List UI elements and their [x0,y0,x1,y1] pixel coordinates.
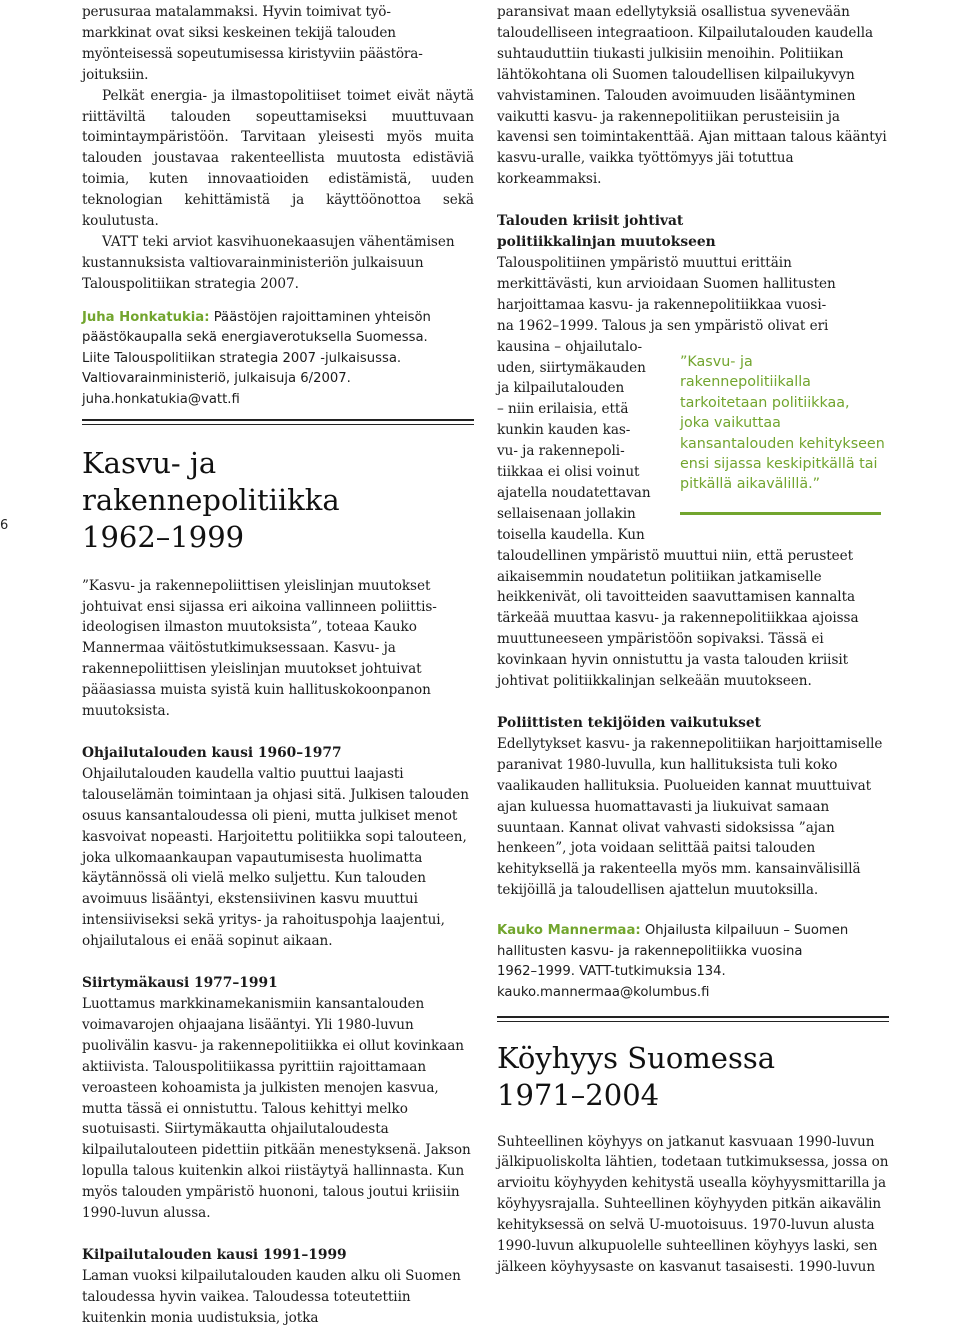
pull-quote-rule [680,512,881,515]
paragraph: Edellytykset kasvu- ja rakennepolitiikan harjoittamiselle paranivat 1980-luvulla, kun hallituksista tuli koko vaalikauden hallituksia. Puolueiden kannat muuttuivat ajan kuluessa huomattavasti ja liukuivat samaan suuntaan. Kannat olivat vahvasti sidoksissa ”ajan henkeen”, jota voidaan selittää paitsi talouden kehityksellä ja rakenteella myös mm. kansainvälisillä tekijöillä ja taloudellisen ajattelun muutoksilla. [497,735,883,899]
intro-line: markkinat ovat siksi keskeinen tekijä talouden [82,24,396,41]
text-line: ajatella noudatettavan [497,484,651,501]
text-line: na 1962–1999. Talous ja sen ympäristö olivat eri [497,317,829,334]
article-title-line: 1962–1999 [82,519,245,554]
text-line: vu- ja rakennepoli- [497,443,625,460]
note-line: Päästöjen rajoittaminen yhteisön [213,309,431,325]
subheading-line: politiikkalinjan muutokseen [497,234,716,251]
pull-quote-line: pitkällä aikavälillä.” [680,476,821,493]
intro-line: myönteisessä sopeutumisessa kiristyviin päästörа- [82,45,423,62]
paragraph: VATT teki arviot kasvihuonekaasujen vähentämisen kustannuksista valtiovarainministeriön julkaisuun Talouspolitiikan strategia 2007. [82,233,455,292]
paragraph: Suhteellinen köyhyys on jatkanut kasvuaan 1990-luvun jälkipuoliskolta lähtien, todetaan tutkimuksessa, jossa on arvioitu köyhyyden kehitystä usealla köyhyysmittarilla ja köyhyysrajalla. Suhteellinen köyhyyden pitkän aikavälin kehityksessä on selvä U-muotoisuus. 1970-luvun alusta 1990-luvun alkupuolelle suhteellinen köyhyys laski, sen jälkeen köyhyysaste on kasvanut tasaisesti. 1990-luvun [497,1133,889,1275]
subheading [497,211,889,253]
paragraph: Ohjailutalouden kaudella valtio puuttui laajasti talouselämän toimintaan ja ohjasi sitä. Julkisen talouden osuus kansantaloudessa oli pieni, mutta julkiset menot kasvoivat nopeasti. Harjoitettu politiikka sopi talouteen, joka ulkomaankaupan vapautumisesta huolimatta käytännössä oli vielä melko suljettu. Kun talouden avoimuus lisääntyi, ekstensiivinen kasvu muuttui intensiiviseksi sekä yritys- ja rahoituspohja laajentui, ohjailutalous ei enää sopinut aikaan. [82,765,469,950]
section-divider [497,1016,889,1022]
intro-line: joituksiin. [82,66,149,83]
note-author: Juha Honkatukia: [82,309,210,325]
text-line: ja kilpailutalouden [497,380,625,397]
page-number: 6 [0,518,9,533]
note-email[interactable]: juha.honkatukia@vatt.fi [82,392,240,408]
paragraph-wrap-lines [497,337,672,546]
text-line: kausina – ohjailutalo- [497,338,643,355]
author-note [82,308,474,411]
intro-paragraph [82,2,474,86]
section-divider [82,419,474,425]
left-column [82,2,474,1329]
subheading: Siirtymäkausi 1977–1991 [82,975,278,992]
subheading-line: Talouden kriisit johtivat [497,213,684,230]
note-line: 1962–1999. VATT-tutkimuksia 134. [497,964,726,980]
pull-quote-line: ”Kasvu- ja [680,354,753,370]
text-line: uden, siirtymäkauden [497,359,646,376]
article-title-line: Kasvu- ja rakennepolitiikka [82,445,340,517]
lead-paragraph: ”Kasvu- ja rakennepoliittisen yleislinjan muutokset johtuivat ensi sijassa eri aikoina vallinneen poliittis-ideologisen ilmaston muutoksista”, toteaa Kauko Mannermaa väitöstutkimuksessaan. Kasvu- ja rakennepoliittisen yleislinjan muutokset johtuivat pääasiassa muista syistä kuin hallituskokoonpanon muutoksista. [82,577,437,720]
pull-quote-line: tarkoitetaan politiikkaa, [680,394,850,411]
note-line: Valtiovarainministeriö, julkaisuja 6/2007. [82,371,351,387]
pull-quote-line: ensi sijassa keskipitkällä tai [680,456,878,473]
text-line: merkittävästi, kun arvioidaan Suomen hallitusten [497,275,836,292]
text-line: sellaisenaan jollakin [497,505,636,522]
article-title [82,445,474,556]
note-email[interactable]: kauko.mannermaa@kolumbus.fi [497,984,710,1000]
text-line: harjoittamaa kasvu- ja rakennepolitiikkaa vuosi- [497,296,827,313]
intro-line: perusuraa matalammaksi. Hyvin toimivat työ- [82,4,391,20]
paragraph: taloudellinen ympäristö muuttui niin, että perusteet aikaisemmin noudatetun politiikan jatkamiselle heikkenivät, oli tavoitteiden saavuttamisen kannalta tärkeää muuttaa kasvu- ja rakennepolitiikkaa ajoissa muuttuneeseen ympäristöön sopivaksi. Tässä ei kovinkaan hyvin onnistuttu ja vasta talouden kriisit johtivat politiikkalinjan selkeään muutokseen. [497,547,859,690]
subheading: Ohjailutalouden kausi 1960–1977 [82,745,342,761]
article-title-line: 1971–2004 [497,1077,660,1112]
pull-quote-line: rakennepolitiikalla [680,374,811,391]
pull-quote [680,352,900,495]
text-line: – niin erilaisia, että [497,401,629,418]
text-line: tiikkaa ei olisi voinut [497,464,640,481]
right-column [497,2,889,1278]
text-line: Talouspolitiinen ympäristö muuttui erittäin [497,254,792,271]
pull-quote-line: joka vaikuttaa [680,415,781,432]
paragraph: Luottamus markkinamekanismiin kansantalouden voimavarojen ohjaajana lisääntyi. Yli 1980-luvun puolivälin kasvu- ja rakennepolitiikka ei ollut kovinkaan aktiivista. Talouspolitiikassa pyrittiin rajoittamaan veroasteen kohoamista ja julkisten menojen kasvua, mutta tässä ei onnistuttu. Talous kehittyi melko suotuisasti. Siirtymäkautta ohjailutaloudesta kilpailutalouteen pidettiin pitkään menestyksenä. Jakson lopulla talous kuitenkin alkoi riistäytyä hallinnasta. Kun myös talouden ympäristö huononi, talous joutui kriisiin 1990-luvun alussa. [82,995,471,1222]
text-line: toisella kaudella. Kun [497,526,645,543]
note-line: Liite Talouspolitiikan strategia 2007 -julkaisussa. [82,350,402,366]
subheading: Kilpailutalouden kausi 1991–1999 [82,1246,347,1263]
article-title [497,1040,889,1114]
note-line: Ohjailusta kilpailuun – Suomen [644,923,849,939]
paragraph: paransivat maan edellytyksiä osallistua syvenevään taloudelliseen integraatioon. Kilpailutalouden kaudella suhtauduttiin tiukasti julkisiin menoihin. Politiikan lähtökohtana oli Suomen taloudellisen kilpailukyvyn vahvistaminen. Talouden avoimuuden lisääntyminen vaikutti kasvu- ja rakennepolitiikan perusteisiin ja kavensi sen toimintakenttää. Ajan mittaan talous kääntyi kasvu-uralle, vaikka työttömyys jäi totuttua korkeammaksi. [497,4,887,188]
note-line: hallitusten kasvu- ja rakennepolitiikka vuosina [497,943,803,959]
paragraph: Laman vuoksi kilpailutalouden kauden alku oli Suomen taloudessa hyvin vaikea. Taloudessa toteutettiin kuitenkin monia uudistuksia, jotka [82,1267,461,1326]
pull-quote-line: kansantalouden kehitykseen [680,435,885,452]
paragraph: Pelkät energia- ja ilmastopolitiiset toimet eivät näytä riittäviltä talouden sopeuttamiseksi muuttuvaan toimintaympäristöön. Tarvitaan yleisesti myös muita talouden joustavaa rakenteellista muutosta edistäviä toimia, kuten innovaatioiden edistämistä, uuden teknologian kehittämistä ja käyttöönottoa sekä koulutusta. [82,87,474,230]
paragraph-full-lines [497,253,889,337]
note-author: Kauko Mannermaa: [497,923,641,939]
article-title-line: Köyhyys Suomessa [497,1040,775,1075]
note-line: päästökaupalla sekä energiaverotuksella Suomessa. [82,330,428,346]
author-note [497,921,889,1003]
text-line: kunkin kauden kas- [497,422,631,439]
subheading: Poliittisten tekijöiden vaikutukset [497,715,761,731]
